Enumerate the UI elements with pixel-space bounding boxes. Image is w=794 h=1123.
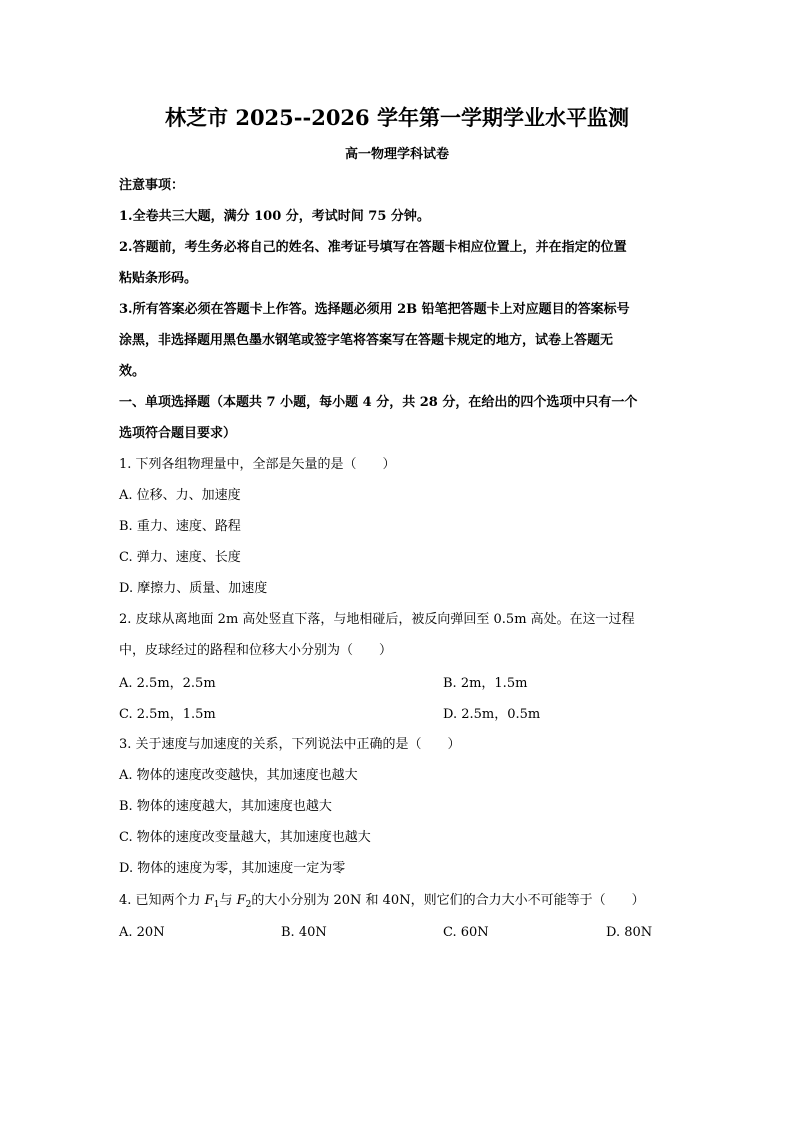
q1-option-c: C. 弹力、速度、长度 xyxy=(119,550,241,565)
q4-force-symbol-1: F xyxy=(204,893,214,908)
q2-option-d: D. 2.5m，0.5m xyxy=(443,707,541,722)
q4-option-d: D. 80N xyxy=(606,925,653,940)
q1-option-d: D. 摩擦力、质量、加速度 xyxy=(119,581,268,596)
q4-stem xyxy=(119,891,645,915)
q3-option-b: B. 物体的速度越大，其加速度也越大 xyxy=(119,799,332,814)
section1-heading-line-2: 选项符合题目要求） xyxy=(119,426,237,441)
q1-stem: 1. 下列各组物理量中，全部是矢量的是（ ） xyxy=(119,457,396,472)
q4-option-a: A. 20N xyxy=(119,925,165,940)
note-item-3-line-3: 效。 xyxy=(119,364,146,379)
q3-option-a: A. 物体的速度改变越快，其加速度也越大 xyxy=(119,768,358,783)
q2-option-a: A. 2.5m，2.5m xyxy=(119,676,216,691)
note-item-2-line-2: 粘贴条形码。 xyxy=(119,271,198,286)
q4-stem-suffix: 的大小分别为 20N 和 40N，则它们的合力大小不可能等于（ ） xyxy=(251,893,645,908)
q2-option-b: B. 2m，1.5m xyxy=(443,676,528,691)
notes-heading: 注意事项： xyxy=(119,178,185,193)
exam-title: 林芝市 2025--2026 学年第一学期学业水平监测 xyxy=(165,105,629,130)
q4-force-subscript-2: 2 xyxy=(245,900,252,910)
q4-force-subscript-1: 1 xyxy=(213,900,220,910)
q4-option-b: B. 40N xyxy=(281,925,327,940)
note-item-1: 1.全卷共三大题，满分 100 分，考试时间 75 分钟。 xyxy=(119,209,430,224)
q1-option-b: B. 重力、速度、路程 xyxy=(119,519,241,534)
section1-heading-line-1: 一、单项选择题（本题共 7 小题，每小题 4 分，共 28 分，在给出的四个选项中只有一个 xyxy=(119,395,638,410)
q2-option-c: C. 2.5m，1.5m xyxy=(119,707,216,722)
q1-option-a: A. 位移、力、加速度 xyxy=(119,488,241,503)
q4-option-c: C. 60N xyxy=(443,925,489,940)
q3-option-d: D. 物体的速度为零，其加速度一定为零 xyxy=(119,861,346,876)
note-item-3-line-2: 涂黑，非选择题用黑色墨水钢笔或签字笔将答案写在答题卡规定的地方，试卷上答题无 xyxy=(119,333,614,348)
q3-option-c: C. 物体的速度改变量越大，其加速度也越大 xyxy=(119,830,371,845)
note-item-3-line-1: 3.所有答案必须在答题卡上作答。选择题必须用 2B 铅笔把答题卡上对应题目的答案标号 xyxy=(119,302,630,317)
note-item-2-line-1: 2.答题前，考生务必将自己的姓名、准考证号填写在答题卡相应位置上，并在指定的位置 xyxy=(119,240,627,255)
q2-stem-line-2: 中，皮球经过的路程和位移大小分别为（ ） xyxy=(119,643,393,658)
q3-stem: 3. 关于速度与加速度的关系，下列说法中正确的是（ ） xyxy=(119,737,461,752)
q4-stem-prefix: 4. 已知两个力 xyxy=(119,893,205,908)
q2-stem-line-1: 2. 皮球从离地面 2m 高处竖直下落，与地相碰后，被反向弹回至 0.5m 高处。在这一过程 xyxy=(119,612,635,627)
exam-subtitle: 高一物理学科试卷 xyxy=(344,147,449,162)
q4-force-symbol-2: F xyxy=(236,893,246,908)
q4-stem-connector: 与 xyxy=(219,893,237,908)
